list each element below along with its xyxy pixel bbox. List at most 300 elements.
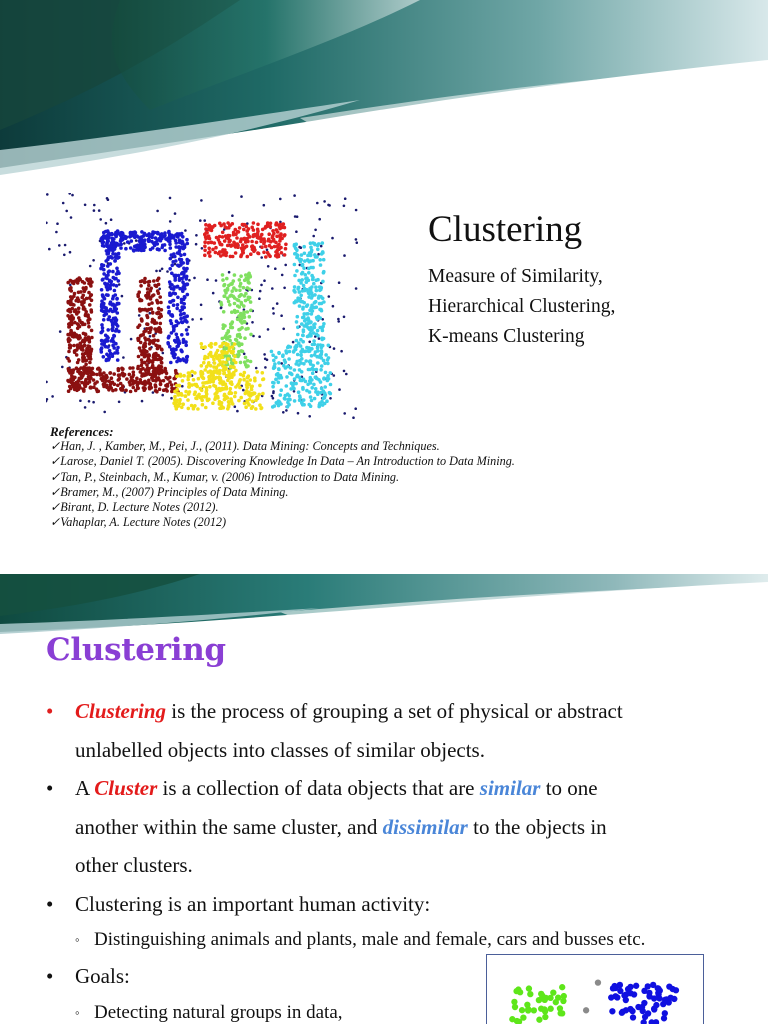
cluster-point-yellow bbox=[239, 396, 243, 400]
cluster-point-blue bbox=[114, 252, 118, 256]
noise-point bbox=[240, 195, 243, 198]
cluster-point-dark-red bbox=[69, 295, 73, 299]
cluster-point-green bbox=[228, 339, 232, 343]
cluster-point-blue bbox=[171, 299, 175, 303]
cluster-point-cyan bbox=[304, 359, 308, 363]
cluster-point-cyan bbox=[296, 333, 300, 337]
cluster-point-dark-red bbox=[157, 292, 161, 296]
cluster-point-red bbox=[234, 251, 238, 255]
cluster-point-blue bbox=[116, 346, 120, 350]
cluster-point-dark-red bbox=[109, 383, 113, 387]
cluster-point-cyan bbox=[321, 280, 325, 284]
noise-point bbox=[343, 316, 346, 319]
cluster-point-cyan bbox=[302, 377, 306, 381]
cluster-point-blue bbox=[182, 275, 186, 279]
cluster-point-dark-red bbox=[77, 316, 81, 320]
cluster-point-yellow bbox=[262, 377, 266, 381]
cluster-point-yellow bbox=[208, 385, 212, 389]
noise-point bbox=[355, 209, 358, 212]
cluster-point-blue bbox=[183, 284, 187, 288]
noise-point bbox=[251, 321, 254, 324]
cluster-point-blue bbox=[114, 319, 118, 323]
cluster-point-cyan bbox=[285, 384, 289, 388]
cluster-point-green bbox=[244, 327, 248, 331]
cluster-point-cyan bbox=[298, 258, 302, 262]
cluster-point-cyan bbox=[308, 368, 312, 372]
cluster-point-red bbox=[272, 238, 276, 242]
cluster-point-cyan bbox=[320, 387, 324, 391]
cluster-point-dark-red bbox=[98, 371, 102, 375]
cluster-point-cyan bbox=[302, 403, 306, 407]
cluster-point-yellow bbox=[239, 373, 243, 377]
cluster-point-red bbox=[262, 251, 266, 255]
cluster-point-blue bbox=[175, 307, 179, 311]
cluster-point-cyan bbox=[329, 383, 333, 387]
cluster-point-yellow bbox=[259, 407, 263, 411]
cluster-point-green bbox=[240, 317, 244, 321]
cluster-point-dark-red bbox=[66, 357, 70, 361]
cluster-point-dark-red bbox=[67, 350, 71, 354]
cluster-point-cyan bbox=[296, 326, 300, 330]
cluster-point-green bbox=[536, 997, 542, 1003]
cluster-point-cyan bbox=[318, 403, 322, 407]
cluster-point-cyan bbox=[309, 246, 313, 250]
noise-point bbox=[121, 295, 124, 298]
cluster-point-red bbox=[211, 248, 215, 252]
cluster-point-cyan bbox=[295, 320, 299, 324]
noise-point bbox=[317, 253, 320, 256]
cluster-point-cyan bbox=[312, 339, 316, 343]
cluster-point-cyan bbox=[293, 377, 297, 381]
cluster-point-cyan bbox=[310, 306, 314, 310]
cluster-point-green bbox=[223, 294, 227, 298]
cluster-point-red bbox=[205, 231, 209, 235]
cluster-point-dark-red bbox=[139, 349, 143, 353]
cluster-point-yellow bbox=[200, 364, 204, 368]
sub-bullet-marker: ◦ bbox=[75, 1004, 80, 1020]
cluster-point-blue bbox=[149, 248, 153, 252]
cluster-point-dark-red bbox=[67, 389, 71, 393]
cluster-point-blue bbox=[111, 270, 115, 274]
cluster-point-blue bbox=[102, 244, 106, 248]
cluster-point-red bbox=[203, 240, 207, 244]
cluster-point-yellow bbox=[226, 407, 230, 411]
cluster-point-cyan bbox=[285, 375, 289, 379]
cluster-point-cyan bbox=[317, 242, 321, 246]
cluster-point-red bbox=[221, 248, 225, 252]
cluster-point-blue bbox=[176, 285, 180, 289]
cluster-point-dark-red bbox=[90, 329, 94, 333]
cluster-point-cyan bbox=[323, 391, 327, 395]
cluster-point-green bbox=[220, 303, 224, 307]
cluster-point-red bbox=[256, 251, 260, 255]
cluster-point-cyan bbox=[310, 250, 314, 254]
cluster-point-blue bbox=[107, 256, 111, 260]
cluster-point-dark-red bbox=[75, 381, 79, 385]
cluster-point-blue bbox=[176, 235, 180, 239]
cluster-point-dark-red bbox=[140, 364, 144, 368]
noise-point bbox=[206, 278, 209, 281]
cluster-point-yellow bbox=[177, 403, 181, 407]
cluster-point-blue bbox=[177, 321, 181, 325]
bullet-text: Clustering is an important human activity: bbox=[75, 891, 431, 916]
cluster-point-blue bbox=[116, 358, 120, 362]
cluster-point-cyan bbox=[304, 277, 308, 281]
cluster-point-blue bbox=[178, 258, 182, 262]
cluster-point-green bbox=[515, 986, 521, 992]
cluster-point-dark-red bbox=[154, 344, 158, 348]
noise-point bbox=[195, 234, 198, 237]
cluster-point-blue bbox=[168, 267, 172, 271]
cluster-point-cyan bbox=[320, 252, 324, 256]
cluster-point-blue bbox=[115, 297, 119, 301]
cluster-point-dark-red bbox=[68, 316, 72, 320]
cluster-point-green bbox=[223, 283, 227, 287]
noise-point bbox=[343, 205, 346, 208]
cluster-point-cyan bbox=[322, 300, 326, 304]
cluster-point-cyan bbox=[299, 379, 303, 383]
cluster-point-dark-red bbox=[68, 385, 72, 389]
noise-point bbox=[58, 244, 61, 247]
cluster-point-cyan bbox=[305, 389, 309, 393]
cluster-point-dark-red bbox=[140, 358, 144, 362]
cluster-point-cyan bbox=[306, 316, 310, 320]
cluster-point-green bbox=[542, 1014, 548, 1020]
cluster-point-blue bbox=[113, 277, 117, 281]
cluster-point-dark-red bbox=[149, 289, 153, 293]
cluster-point-green bbox=[239, 361, 243, 365]
cluster-point-red bbox=[214, 251, 218, 255]
cluster-point-yellow bbox=[223, 351, 227, 355]
bullet-item bbox=[46, 692, 746, 769]
cluster-point-blue bbox=[110, 319, 114, 323]
cluster-point-yellow bbox=[206, 370, 210, 374]
cluster-point-cyan bbox=[309, 332, 313, 336]
cluster-point-yellow bbox=[210, 354, 214, 358]
cluster-point-green bbox=[239, 274, 243, 278]
cluster-point-red bbox=[242, 228, 246, 232]
noise-point bbox=[220, 306, 223, 309]
cluster-point-yellow bbox=[193, 390, 197, 394]
cluster-point-cyan bbox=[283, 397, 287, 401]
cluster-point-yellow bbox=[206, 398, 210, 402]
cluster-point-blue bbox=[182, 271, 186, 275]
cluster-point-green bbox=[225, 336, 229, 340]
cluster-point-blue bbox=[115, 267, 119, 271]
cluster-point-cyan bbox=[297, 279, 301, 283]
cluster-point-cyan bbox=[316, 248, 320, 252]
cluster-point-yellow bbox=[218, 407, 222, 411]
noise-point bbox=[343, 412, 346, 415]
cluster-point-blue bbox=[111, 297, 115, 301]
cluster-point-red bbox=[284, 247, 288, 251]
cluster-point-dark-red bbox=[153, 319, 157, 323]
cluster-point-dark-red bbox=[68, 343, 72, 347]
cluster-point-blue bbox=[182, 312, 186, 316]
cluster-point-cyan bbox=[302, 245, 306, 249]
cluster-point-yellow bbox=[214, 396, 218, 400]
cluster-point-cyan bbox=[319, 263, 323, 267]
cluster-point-yellow bbox=[231, 345, 235, 349]
cluster-point-red bbox=[203, 244, 207, 248]
cluster-point-dark-red bbox=[137, 338, 141, 342]
cluster-point-yellow bbox=[233, 395, 237, 399]
subtitle-line: K-means Clustering bbox=[428, 326, 585, 347]
cluster-point-cyan bbox=[309, 326, 313, 330]
cluster-point-dark-red bbox=[151, 364, 155, 368]
cluster-point-blue bbox=[101, 326, 105, 330]
cluster-point-blue bbox=[645, 1010, 651, 1016]
cluster-point-cyan bbox=[281, 354, 285, 358]
reference-item: ✓Vahaplar, A. Lecture Notes (2012) bbox=[50, 515, 227, 530]
cluster-point-dark-red bbox=[87, 325, 91, 329]
cluster-point-dark-red bbox=[140, 299, 144, 303]
noise-point bbox=[316, 202, 319, 205]
cluster-point-green bbox=[525, 1007, 531, 1013]
cluster-point-dark-red bbox=[174, 369, 178, 373]
noise-point bbox=[327, 204, 330, 207]
cluster-point-blue bbox=[653, 1002, 659, 1008]
cluster-point-green bbox=[228, 294, 232, 298]
cluster-point-green bbox=[226, 287, 230, 291]
cluster-point-red bbox=[266, 221, 270, 225]
cluster-point-dark-red bbox=[140, 318, 144, 322]
noise-point bbox=[193, 277, 196, 280]
cluster-point-cyan bbox=[329, 371, 333, 375]
cluster-point-blue bbox=[662, 997, 668, 1003]
cluster-point-dark-red bbox=[76, 322, 80, 326]
cluster-point-cyan bbox=[327, 344, 331, 348]
cluster-point-cyan bbox=[305, 304, 309, 308]
cluster-point-blue bbox=[105, 277, 109, 281]
cluster-point-dark-red bbox=[152, 334, 156, 338]
cluster-point-cyan bbox=[294, 382, 298, 386]
cluster-point-yellow bbox=[207, 375, 211, 379]
cluster-point-yellow bbox=[229, 387, 233, 391]
noise-point bbox=[234, 405, 237, 408]
cluster-point-dark-red bbox=[88, 361, 92, 365]
sub-bullet-marker: ◦ bbox=[75, 932, 80, 947]
cluster-point-cyan bbox=[321, 403, 325, 407]
cluster-point-yellow bbox=[244, 405, 248, 409]
cluster-point-cyan bbox=[299, 294, 303, 298]
cluster-point-green bbox=[234, 338, 238, 342]
cluster-point-red bbox=[274, 223, 278, 227]
cluster-point-cyan bbox=[314, 255, 318, 259]
cluster-point-green bbox=[240, 302, 244, 306]
cluster-point-dark-red bbox=[160, 361, 164, 365]
cluster-point-dark-red bbox=[70, 380, 74, 384]
noise-point bbox=[280, 314, 283, 317]
cluster-point-blue bbox=[108, 285, 112, 289]
cluster-point-blue bbox=[183, 295, 187, 299]
cluster-point-cyan bbox=[322, 271, 326, 275]
noise-point bbox=[271, 287, 274, 290]
cluster-point-cyan bbox=[272, 359, 276, 363]
cluster-point-yellow bbox=[207, 363, 211, 367]
noise-point bbox=[138, 314, 141, 317]
cluster-point-yellow bbox=[201, 403, 205, 407]
bullet-item bbox=[46, 885, 746, 924]
cluster-point-blue bbox=[173, 278, 177, 282]
cluster-point-blue bbox=[176, 336, 180, 340]
cluster-point-cyan bbox=[310, 312, 314, 316]
cluster-point-yellow bbox=[215, 371, 219, 375]
cluster-point-green bbox=[526, 985, 532, 991]
cluster-point-cyan bbox=[322, 377, 326, 381]
cluster-point-red bbox=[252, 228, 256, 232]
cluster-point-cyan bbox=[309, 362, 313, 366]
noise-point bbox=[174, 212, 177, 215]
cluster-point-yellow bbox=[203, 368, 207, 372]
cluster-point-yellow bbox=[187, 371, 191, 375]
reference-item: ✓Han, J. , Kamber, M., Pei, J., (2011). Data Mining: Concepts and Techniques. bbox=[50, 439, 440, 454]
cluster-point-yellow bbox=[223, 393, 227, 397]
noise-point bbox=[48, 248, 51, 251]
cluster-point-green bbox=[560, 998, 566, 1004]
cluster-point-red bbox=[234, 228, 238, 232]
noise-point bbox=[84, 204, 87, 207]
cluster-point-blue bbox=[105, 353, 109, 357]
cluster-point-green bbox=[230, 282, 234, 286]
cluster-point-dark-red bbox=[81, 346, 85, 350]
decorative-wave-banner bbox=[0, 574, 768, 634]
outlier-point bbox=[595, 979, 601, 985]
cluster-point-dark-red bbox=[89, 350, 93, 354]
noise-point bbox=[56, 222, 59, 225]
cluster-point-dark-red bbox=[66, 379, 70, 383]
references-heading: References: bbox=[50, 424, 114, 439]
cluster-point-cyan bbox=[313, 397, 317, 401]
cluster-point-blue bbox=[163, 249, 167, 253]
noise-point bbox=[231, 214, 234, 217]
cluster-point-yellow bbox=[180, 406, 184, 410]
cluster-point-dark-red bbox=[156, 278, 160, 282]
cluster-point-yellow bbox=[238, 380, 242, 384]
cluster-point-dark-red bbox=[95, 373, 99, 377]
cluster-point-green bbox=[511, 999, 517, 1005]
cluster-point-blue bbox=[151, 233, 155, 237]
noise-point bbox=[65, 210, 68, 213]
cluster-point-cyan bbox=[316, 334, 320, 338]
cluster-point-blue bbox=[169, 361, 173, 365]
cluster-point-red bbox=[264, 255, 268, 259]
cluster-point-yellow bbox=[255, 370, 259, 374]
cluster-point-green bbox=[248, 315, 252, 319]
cluster-point-dark-red bbox=[143, 308, 147, 312]
cluster-point-blue bbox=[132, 248, 136, 252]
cluster-point-blue bbox=[186, 261, 190, 265]
cluster-point-red bbox=[226, 244, 230, 248]
noise-point bbox=[258, 297, 261, 300]
cluster-point-yellow bbox=[227, 369, 231, 373]
cluster-point-blue bbox=[124, 247, 128, 251]
noise-point bbox=[149, 335, 152, 338]
cluster-point-dark-red bbox=[147, 338, 151, 342]
cluster-point-dark-red bbox=[168, 376, 172, 380]
cluster-point-blue bbox=[185, 238, 189, 242]
cluster-point-green bbox=[524, 1002, 530, 1008]
noise-point bbox=[272, 307, 275, 310]
cluster-point-yellow bbox=[250, 385, 254, 389]
cluster-point-yellow bbox=[218, 389, 222, 393]
cluster-point-blue bbox=[169, 257, 173, 261]
cluster-point-blue bbox=[130, 239, 134, 243]
noise-point bbox=[106, 197, 109, 200]
cluster-point-green bbox=[238, 305, 242, 309]
cluster-point-blue bbox=[135, 234, 139, 238]
cluster-point-dark-red bbox=[159, 301, 163, 305]
cluster-point-dark-red bbox=[66, 281, 70, 285]
cluster-point-blue bbox=[156, 232, 160, 236]
cluster-point-yellow bbox=[187, 392, 191, 396]
noise-point bbox=[267, 328, 270, 331]
cluster-point-yellow bbox=[230, 382, 234, 386]
cluster-point-dark-red bbox=[139, 378, 143, 382]
cluster-point-green bbox=[559, 984, 565, 990]
cluster-point-yellow bbox=[182, 374, 186, 378]
cluster-point-yellow bbox=[200, 389, 204, 393]
cluster-point-blue bbox=[106, 264, 110, 268]
cluster-point-cyan bbox=[311, 371, 315, 375]
cluster-point-red bbox=[250, 240, 254, 244]
cluster-point-blue bbox=[180, 245, 184, 249]
cluster-point-dark-red bbox=[160, 348, 164, 352]
cluster-point-cyan bbox=[287, 394, 291, 398]
cluster-point-yellow bbox=[227, 392, 231, 396]
cluster-point-dark-red bbox=[82, 307, 86, 311]
reference-item: ✓Tan, P., Steinbach, M., Kumar, v. (2006) Introduction to Data Mining. bbox=[50, 469, 400, 484]
noise-point bbox=[255, 367, 258, 370]
cluster-point-red bbox=[208, 254, 212, 258]
cluster-point-dark-red bbox=[166, 384, 170, 388]
slide-clustering-definition bbox=[0, 574, 768, 1024]
cluster-point-dark-red bbox=[79, 290, 83, 294]
cluster-point-dark-red bbox=[148, 354, 152, 358]
cluster-point-green bbox=[240, 342, 244, 346]
noise-point bbox=[279, 198, 282, 201]
cluster-point-dark-red bbox=[125, 377, 129, 381]
cluster-point-dark-red bbox=[147, 284, 151, 288]
cluster-point-cyan bbox=[310, 378, 314, 382]
cluster-point-cyan bbox=[320, 352, 324, 356]
noise-point bbox=[295, 230, 298, 233]
noise-point bbox=[298, 246, 301, 249]
cluster-point-dark-red bbox=[156, 354, 160, 358]
noise-point bbox=[259, 290, 262, 293]
cluster-point-yellow bbox=[194, 384, 198, 388]
cluster-point-dark-red bbox=[158, 295, 162, 299]
cluster-point-dark-red bbox=[119, 387, 123, 391]
cluster-point-blue bbox=[178, 342, 182, 346]
cluster-point-cyan bbox=[322, 322, 326, 326]
noise-point bbox=[123, 242, 126, 245]
cluster-point-yellow bbox=[193, 371, 197, 375]
noise-point bbox=[46, 398, 48, 401]
cluster-point-cyan bbox=[327, 377, 331, 381]
cluster-point-cyan bbox=[318, 258, 322, 262]
noise-point bbox=[314, 229, 317, 232]
noise-point bbox=[187, 326, 190, 329]
cluster-point-cyan bbox=[273, 366, 277, 370]
cluster-point-dark-red bbox=[75, 312, 79, 316]
cluster-point-blue bbox=[186, 293, 190, 297]
cluster-point-cyan bbox=[308, 349, 312, 353]
cluster-point-dark-red bbox=[130, 376, 134, 380]
cluster-point-yellow bbox=[233, 355, 237, 359]
cluster-point-cyan bbox=[295, 269, 299, 273]
cluster-point-dark-red bbox=[148, 347, 152, 351]
